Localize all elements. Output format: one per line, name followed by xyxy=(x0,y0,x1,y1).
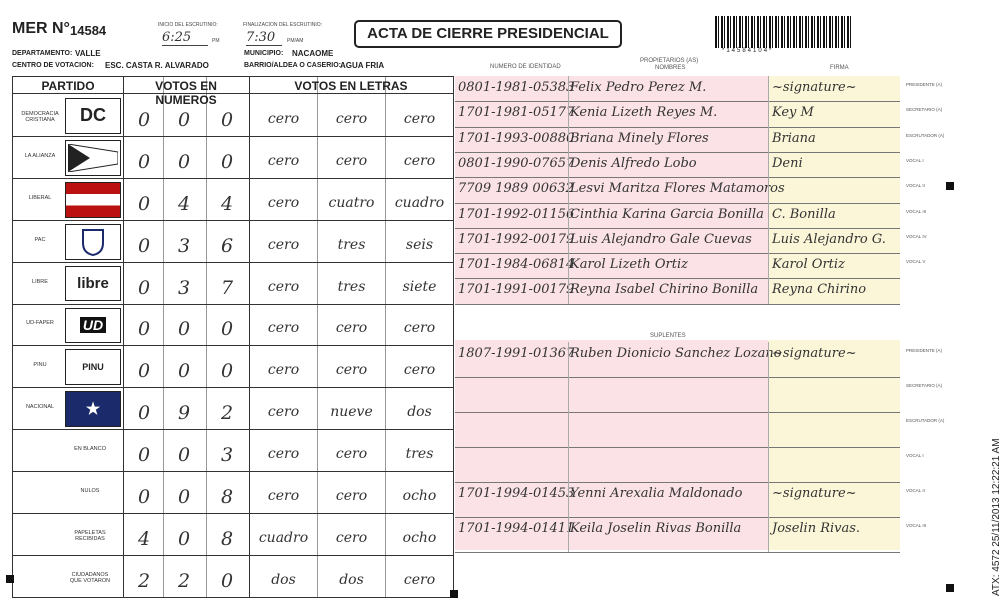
departamento-value: VALLE xyxy=(75,49,101,58)
member-role: VOCAL II xyxy=(906,183,925,189)
vote-word: cero xyxy=(267,446,300,463)
vote-word: seis xyxy=(405,236,434,253)
vote-digit: 4 xyxy=(137,527,151,550)
party-logo xyxy=(65,266,121,302)
id-number: 1701-1992-00179 xyxy=(458,231,575,247)
vote-digit: 7 xyxy=(220,276,234,299)
member-role: ESCRUTADOR (A) xyxy=(906,418,945,423)
vote-digit: 0 xyxy=(177,150,191,173)
vote-digit: 0 xyxy=(220,318,234,341)
party-label: LIBRE xyxy=(32,278,48,285)
vote-digit: 0 xyxy=(137,444,151,467)
col-partido: PARTIDO xyxy=(41,79,95,93)
inicio-value: 6:25 xyxy=(162,30,208,46)
vote-digit: 0 xyxy=(137,360,151,383)
vote-digit: 0 xyxy=(137,108,151,131)
vote-word: cero xyxy=(335,110,368,127)
member-signature: C. Bonilla xyxy=(772,206,836,222)
vote-digit: 0 xyxy=(177,108,191,131)
finalizacion-label: FINALIZACION DEL ESCRUTINIO: xyxy=(243,22,322,28)
member-signature: Joselin Rivas. xyxy=(772,521,861,536)
inicio-label: INICIO DEL ESCRUTINIO: xyxy=(158,22,218,28)
vote-digit: 0 xyxy=(177,318,191,341)
suplentes-label: SUPLENTES xyxy=(650,333,686,339)
col-votos-letras: VOTOS EN LETRAS xyxy=(294,79,408,93)
id-number: 1701-1991-00179 xyxy=(458,282,575,298)
vote-digit: 0 xyxy=(137,192,151,215)
vote-word: ocho xyxy=(402,529,437,546)
member-role: VOCAL IV xyxy=(906,233,927,239)
vote-word: ocho xyxy=(402,488,437,505)
member-role: SECRETARIO (A) xyxy=(906,107,943,113)
vote-word: dos xyxy=(271,571,296,588)
id-column-strip-suplentes xyxy=(455,340,768,550)
vote-digit: 0 xyxy=(177,527,191,550)
vote-word: tres xyxy=(337,236,366,253)
vote-digit: 3 xyxy=(220,444,234,467)
vote-word: cero xyxy=(335,446,368,463)
vote-digit: 0 xyxy=(177,486,191,509)
id-number: 1701-1993-00880 xyxy=(458,130,575,146)
vote-word: cero xyxy=(267,110,300,127)
member-signature: ~signature~ xyxy=(772,80,857,95)
party-logo-text: UD xyxy=(80,317,106,333)
mer-number: 14584 xyxy=(70,23,107,38)
member-signature: Reyna Chirino xyxy=(772,282,867,298)
id-number: 0801-1990-07657 xyxy=(458,155,575,171)
vote-word: cero xyxy=(403,152,436,169)
member-role: VOCAL I xyxy=(906,453,924,458)
vote-digit: 0 xyxy=(177,444,191,467)
vote-digit: 0 xyxy=(137,486,151,509)
member-role: PRESIDENTE (A) xyxy=(906,348,943,353)
vote-word: cero xyxy=(267,404,300,421)
vote-digit: 0 xyxy=(177,360,191,383)
vote-digit: 8 xyxy=(220,486,234,509)
col-identidad: NUMERO DE IDENTIDAD xyxy=(490,64,561,70)
municipio-value: NACAOME xyxy=(292,49,334,58)
id-number: 1701-1994-01411 xyxy=(458,521,575,536)
vote-digit: 0 xyxy=(137,276,151,299)
vote-word: siete xyxy=(402,278,437,295)
vote-digit: 0 xyxy=(137,402,151,425)
vote-digit: 3 xyxy=(177,276,191,299)
party-logo-text: PINU xyxy=(82,362,104,373)
vote-digit: 3 xyxy=(177,234,191,257)
mer-label: MER N° xyxy=(12,20,70,37)
vote-digit: 0 xyxy=(137,150,151,173)
vote-word: cero xyxy=(403,362,436,379)
centro-label: CENTRO DE VOTACION: xyxy=(12,62,94,69)
party-label: PINU xyxy=(33,362,47,369)
signature-column-strip-suplentes xyxy=(768,340,900,550)
vote-digit: 4 xyxy=(177,192,191,215)
vote-word: cero xyxy=(267,362,300,379)
member-role: VOCAL I xyxy=(906,157,924,163)
vote-word: cero xyxy=(267,152,300,169)
party-label: NACIONAL xyxy=(25,404,55,411)
party-logo: ★ xyxy=(65,391,121,427)
vote-digit: 0 xyxy=(137,234,151,257)
vote-word: dos xyxy=(339,571,364,588)
member-name: Yenni Arexalia Maldonado xyxy=(570,486,743,501)
member-role: VOCAL V xyxy=(906,259,926,265)
member-signature: Luis Alejandro G. xyxy=(772,231,886,247)
party-label: EN BLANCO xyxy=(74,446,106,453)
vote-digit: 4 xyxy=(220,192,234,215)
party-logo-text: libre xyxy=(77,275,109,293)
centro-value: ESC. CASTA R. ALVARADO xyxy=(105,61,209,70)
vote-word: nueve xyxy=(330,404,373,421)
id-number: 1701-1994-01453 xyxy=(458,486,575,501)
inicio-suffix: PM xyxy=(212,38,220,44)
vote-word: tres xyxy=(337,278,366,295)
vote-word: cero xyxy=(335,320,368,337)
id-number: 1701-1984-06814 xyxy=(458,257,575,273)
departamento-label: DEPARTAMENTO: xyxy=(12,50,73,57)
vote-word: cero xyxy=(267,278,300,295)
barcode xyxy=(715,16,853,48)
party-label: LIBERAL xyxy=(28,194,52,201)
col-firma: FIRMA xyxy=(830,65,849,71)
vote-word: cero xyxy=(267,236,300,253)
vote-word: cero xyxy=(335,152,368,169)
party-label: PAC xyxy=(34,236,46,243)
vote-digit: 6 xyxy=(220,234,234,257)
vote-word: cero xyxy=(335,362,368,379)
member-name: Lesvi Maritza Flores Matamoros xyxy=(570,181,785,197)
member-signature: Key M xyxy=(772,105,814,121)
vote-word: dos xyxy=(407,404,432,421)
vote-word: cero xyxy=(403,320,436,337)
member-name: Keila Joselin Rivas Bonilla xyxy=(570,521,742,536)
member-name: Denis Alfredo Lobo xyxy=(570,155,697,171)
vote-digit: 8 xyxy=(220,527,234,550)
vote-word: cero xyxy=(403,571,436,588)
party-logo xyxy=(65,98,121,134)
id-number: 1701-1981-05177 xyxy=(458,105,575,121)
document-title: ACTA DE CIERRE PRESIDENCIAL xyxy=(354,20,622,48)
party-logo xyxy=(65,140,121,176)
id-number: 1807-1991-01367 xyxy=(458,346,575,361)
vote-digit: 2 xyxy=(220,402,234,425)
member-name: Reyna Isabel Chirino Bonilla xyxy=(570,282,759,298)
vote-digit: 0 xyxy=(220,150,234,173)
party-logo xyxy=(65,182,121,218)
col-nombres: NOMBRES xyxy=(655,65,686,71)
barrio-label: BARRIO/ALDEA O CASERIO: xyxy=(244,62,341,69)
vote-digit: 0 xyxy=(220,360,234,383)
vote-word: cero xyxy=(335,488,368,505)
member-name: Luis Alejandro Gale Cuevas xyxy=(570,231,752,247)
vote-word: cuadro xyxy=(258,529,309,546)
member-name: Cinthia Karina Garcia Bonilla xyxy=(570,206,764,222)
vote-word: cero xyxy=(403,110,436,127)
member-name: Kenia Lizeth Reyes M. xyxy=(570,105,718,121)
vote-word: cuatro xyxy=(328,194,375,211)
member-role: VOCAL III xyxy=(906,523,927,528)
vote-digit: 2 xyxy=(137,569,151,592)
barrio-value: AGUA FRIA xyxy=(340,61,385,70)
finalizacion-value: 7:30 xyxy=(246,30,282,46)
barcode-text: *14584104* xyxy=(722,48,774,54)
vote-digit: 0 xyxy=(220,108,234,131)
vote-word: tres xyxy=(405,446,434,463)
id-number: 1701-1992-01156 xyxy=(458,206,575,222)
member-signature: ~signature~ xyxy=(772,486,857,501)
party-logo-text: DC xyxy=(80,105,106,126)
vote-digit: 2 xyxy=(177,569,191,592)
vote-word: cero xyxy=(267,194,300,211)
member-signature: Briana xyxy=(772,130,816,146)
id-number: 7709 1989 00632 xyxy=(458,181,574,197)
vote-digit: 0 xyxy=(137,318,151,341)
member-signature: Karol Ortiz xyxy=(772,257,845,273)
member-role: SECRETARIO (A) xyxy=(906,383,943,388)
party-label: DEMOCRACIA CRISTIANA xyxy=(21,110,59,123)
party-label: CIUDADANOS QUE VOTARON xyxy=(69,571,111,584)
col-propietarios: PROPIETARIOS (AS) xyxy=(640,58,699,64)
party-logo xyxy=(65,224,121,260)
member-signature: Deni xyxy=(772,155,803,171)
member-name: Ruben Dionicio Sanchez Lozano xyxy=(570,346,782,361)
party-label: LA ALIANZA xyxy=(24,152,56,159)
member-role: PRESIDENTE (A) xyxy=(906,82,943,87)
member-name: Briana Minely Flores xyxy=(570,130,709,146)
id-number: 0801-1981-05383 xyxy=(458,80,575,95)
votes-table xyxy=(12,76,454,598)
party-label: PAPELETAS RECIBIDAS xyxy=(74,529,106,542)
vote-digit: 9 xyxy=(177,402,191,425)
member-role: VOCAL II xyxy=(906,488,925,493)
member-role: VOCAL III xyxy=(906,208,927,214)
vote-word: cero xyxy=(267,320,300,337)
audit-stamp: ATX: 4572 25/11/2013 12:22:21 AM xyxy=(991,438,1002,596)
vote-word: cero xyxy=(335,529,368,546)
member-signature: ~signature~ xyxy=(772,346,857,361)
vote-digit: 0 xyxy=(220,569,234,592)
vote-word: cero xyxy=(267,488,300,505)
member-name: Karol Lizeth Ortiz xyxy=(570,257,688,273)
col-votos-numeros: VOTOS EN NUMEROS xyxy=(155,79,217,107)
finalizacion-suffix: PM/AM xyxy=(287,38,304,44)
party-label: UD-FAPER xyxy=(26,320,54,327)
member-role: ESCRUTADOR (A) xyxy=(906,132,945,138)
member-name: Felix Pedro Perez M. xyxy=(570,80,707,95)
party-label: NULOS xyxy=(80,488,100,495)
vote-word: cuadro xyxy=(394,194,445,211)
party-logo xyxy=(65,308,121,344)
party-logo xyxy=(65,349,121,385)
municipio-label: MUNICIPIO: xyxy=(244,50,284,57)
